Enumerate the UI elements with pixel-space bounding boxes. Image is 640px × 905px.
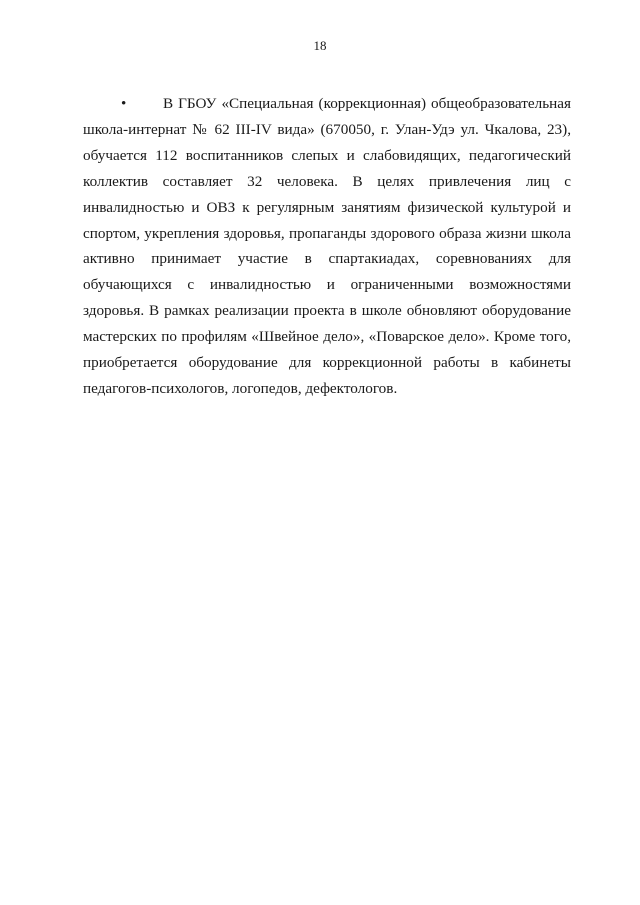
document-body xyxy=(83,91,571,402)
bullet-marker: • xyxy=(121,95,127,112)
page-number: 18 xyxy=(313,38,327,53)
paragraph-text: В ГБОУ «Специальная (коррекционная) общеобразовательная школа-интернат № 62 III-IV вида» (670050, г. Улан-Удэ ул. Чкалова, 23), обучается 112 воспитанников слепых и слабовидящих, педагогический коллектив составляет 32 человека. В целях привлечения лиц с инвалидностью и ОВЗ к регулярным занятиям физической культурой и спортом, укрепления здоровья, пропаганды здорового образа жизни школа активно принимает участие в спартакиадах, соревнованиях для обучающихся с инвалидностью и ограниченными возможностями здоровья. В рамках реализации проекта в школе обновляют оборудование мастерских по профилям «Швейное дело», «Поварское дело». Кроме того, приобретается оборудование для коррекционной работы в кабинеты педагогов-психологов, логопедов, дефектологов. xyxy=(83,95,571,397)
list-item xyxy=(83,91,571,402)
